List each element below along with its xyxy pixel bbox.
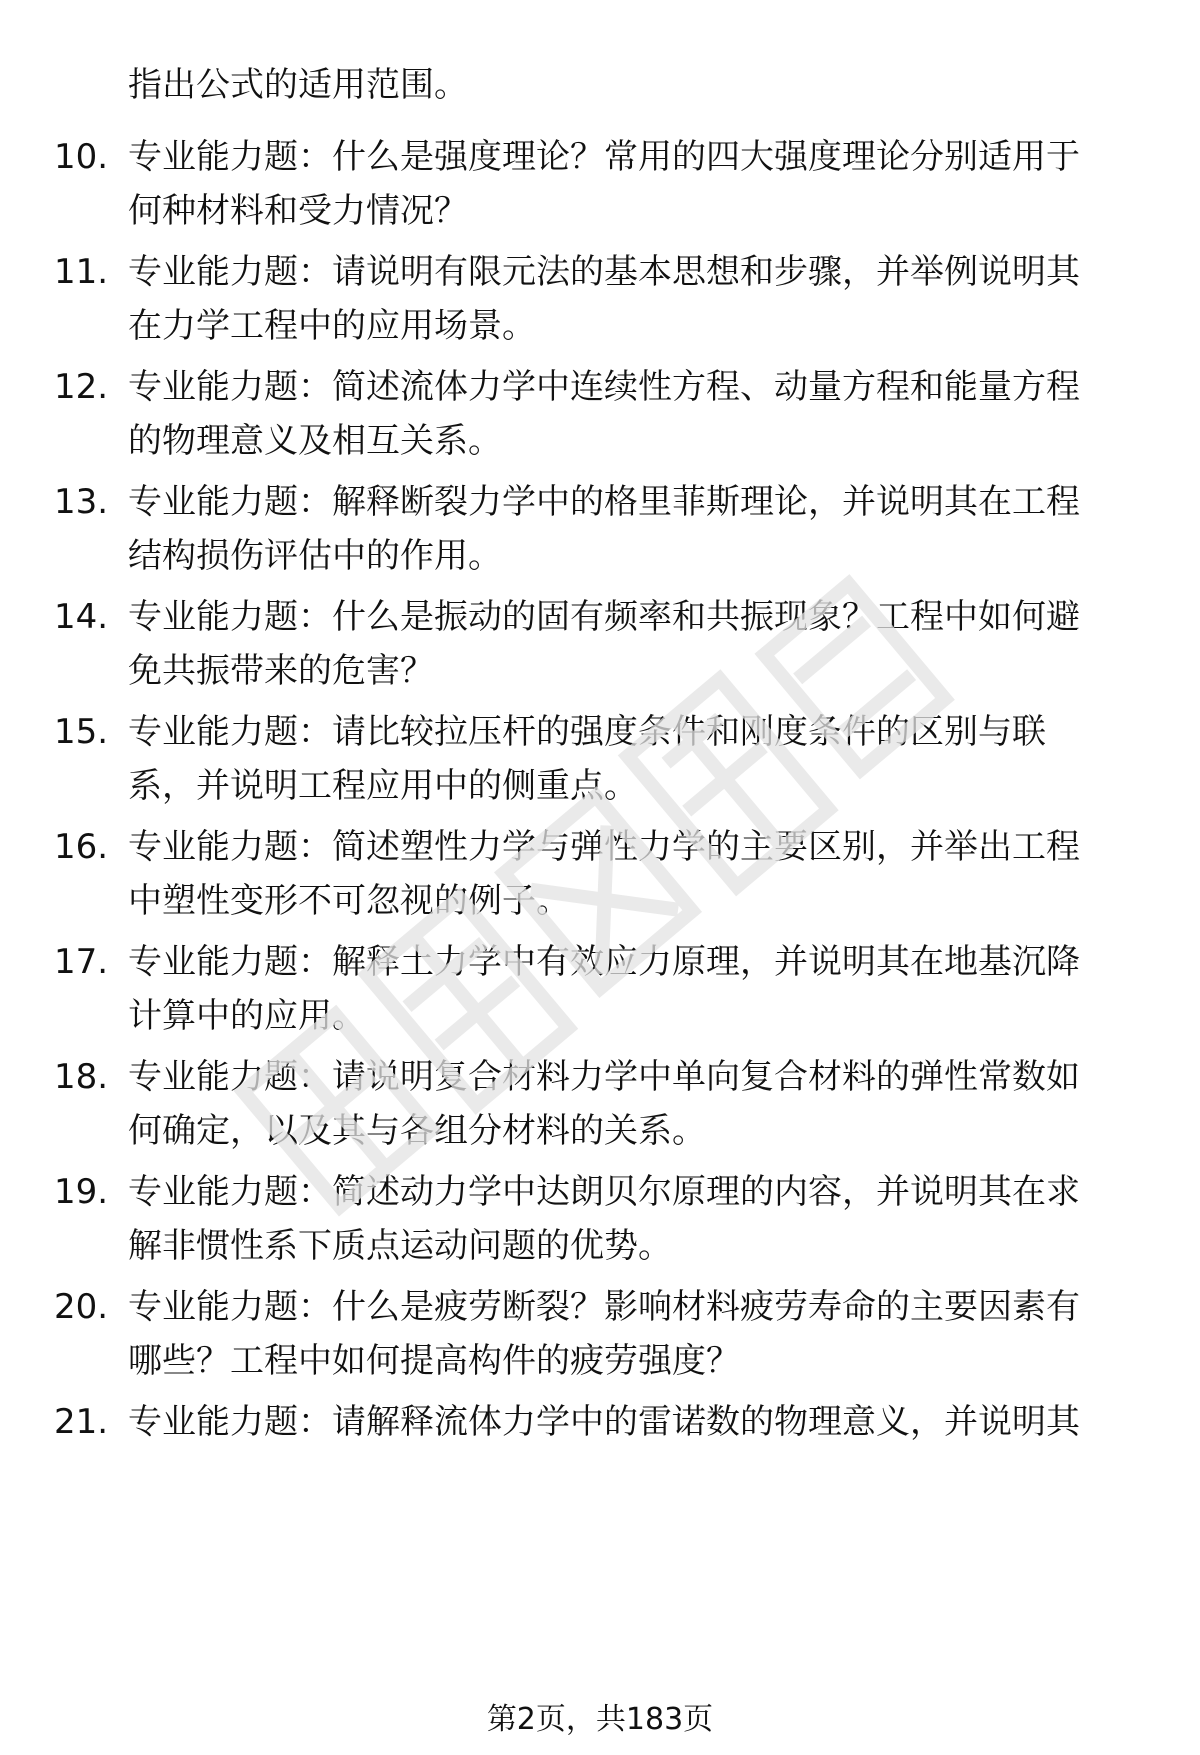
question-number: 11. <box>54 252 109 292</box>
question-line: 何确定，以及其与各组分材料的关系。 <box>128 1111 706 1151</box>
question-line: 系，并说明工程应用中的侧重点。 <box>128 766 638 806</box>
question-number: 21. <box>54 1402 109 1442</box>
question-line: 免共振带来的危害？ <box>128 651 434 691</box>
question-number: 16. <box>54 827 109 867</box>
question-number: 20. <box>54 1287 109 1327</box>
continuation-text: 指出公式的适用范围。 <box>128 65 468 105</box>
question-line: 结构损伤评估中的作用。 <box>128 536 502 576</box>
question-number: 10. <box>54 137 109 177</box>
question-item-16 <box>0 820 1200 930</box>
question-number: 15. <box>54 712 109 752</box>
question-line: 专业能力题：简述流体力学中连续性方程、动量方程和能量方程 <box>128 367 1080 407</box>
question-item-21 <box>0 1395 1200 1505</box>
question-line: 专业能力题：请说明有限元法的基本思想和步骤，并举例说明其 <box>128 252 1080 292</box>
question-line: 计算中的应用。 <box>128 996 366 1036</box>
question-item-18 <box>0 1050 1200 1160</box>
question-number: 14. <box>54 597 109 637</box>
question-line: 专业能力题：什么是疲劳断裂？影响材料疲劳寿命的主要因素有 <box>128 1287 1080 1327</box>
question-item-13 <box>0 475 1200 585</box>
question-line: 专业能力题：简述动力学中达朗贝尔原理的内容，并说明其在求 <box>128 1172 1080 1212</box>
question-line: 中塑性变形不可忽视的例子。 <box>128 881 570 921</box>
question-number: 12. <box>54 367 109 407</box>
question-number: 17. <box>54 942 109 982</box>
page-footer: 第2页，共183页 <box>486 1702 714 1737</box>
question-line: 的物理意义及相互关系。 <box>128 421 502 461</box>
question-item-17 <box>0 935 1200 1045</box>
question-line: 专业能力题：解释土力学中有效应力原理，并说明其在地基沉降 <box>128 942 1080 982</box>
question-line: 在力学工程中的应用场景。 <box>128 306 536 346</box>
question-line: 专业能力题：什么是强度理论？常用的四大强度理论分别适用于 <box>128 137 1080 177</box>
question-line: 专业能力题：解释断裂力学中的格里菲斯理论，并说明其在工程 <box>128 482 1080 522</box>
question-line: 解非惯性系下质点运动问题的优势。 <box>128 1226 672 1266</box>
question-item-20 <box>0 1280 1200 1390</box>
question-number: 19. <box>54 1172 109 1212</box>
question-line: 专业能力题：简述塑性力学与弹性力学的主要区别，并举出工程 <box>128 827 1080 867</box>
question-line: 专业能力题：什么是振动的固有频率和共振现象？工程中如何避 <box>128 597 1080 637</box>
question-number: 18. <box>54 1057 109 1097</box>
question-item-10 <box>0 130 1200 240</box>
question-line: 何种材料和受力情况？ <box>128 191 468 231</box>
question-line: 哪些？工程中如何提高构件的疲劳强度？ <box>128 1341 740 1381</box>
question-number: 13. <box>54 482 109 522</box>
question-item-19 <box>0 1165 1200 1275</box>
question-item-11 <box>0 245 1200 355</box>
question-item-14 <box>0 590 1200 700</box>
question-line: 专业能力题：请比较拉压杆的强度条件和刚度条件的区别与联 <box>128 712 1046 752</box>
question-line: 专业能力题：请说明复合材料力学中单向复合材料的弹性常数如 <box>128 1057 1080 1097</box>
question-item-12 <box>0 360 1200 470</box>
question-item-15 <box>0 705 1200 815</box>
question-line: 专业能力题：请解释流体力学中的雷诺数的物理意义，并说明其 <box>128 1402 1080 1442</box>
